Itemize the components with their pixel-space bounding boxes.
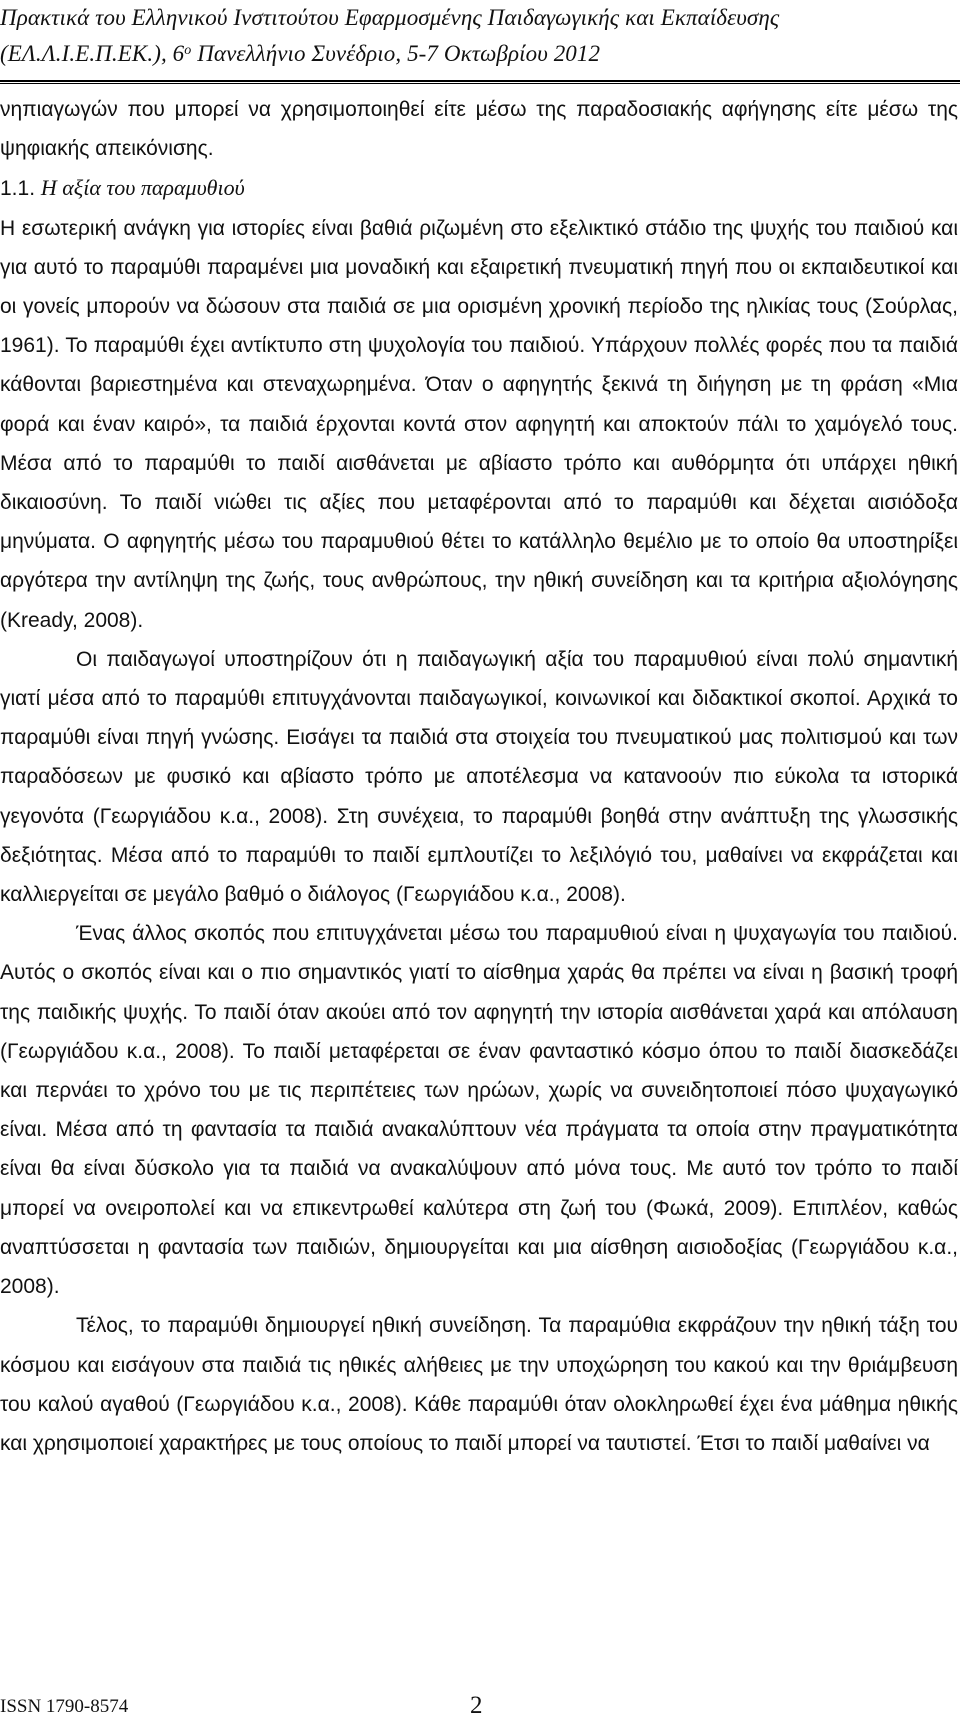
header-line-2-prefix: (ΕΛ.Λ.Ι.Ε.Π.ΕΚ.), 6 [0,41,185,66]
paragraph-2: Οι παιδαγωγοί υποστηρίζουν ότι η παιδαγωγική αξία του παραμυθιού είναι πολύ σημαντική γιατί μέσα από το παραμύθι επιτυγχάνονται παιδαγωγικοί, κοινωνικοί και διδακτικοί σκοποί. Αρχικά το παραμύθι είναι πηγή γνώσης. Εισάγει τα παιδιά στα στοιχεία του πνευματικού μας πολιτισμού και των παραδόσεων με φυσικό και αβίαστο τρόπο με αποτέλεσμα να κατανοούν πιο εύκολα τα ιστορικά γεγονότα (Γεωργιάδου κ.α., 2008). Στη συνέχεια, το παραμύθι βοηθά στην ανάπτυξη της γλωσσικής δεξιότητας. Μέσα από το παραμύθι το παιδί εμπλουτίζει το λεξιλόγιό του, μαθαίνει να εκφράζεται και καλλιεργείται σε μεγάλο βαθμό ο διάλογος (Γεωργιάδου κ.α., 2008). [0,647,958,907]
header-line-2-suffix: Πανελλήνιο Συνέδριο, 5-7 Οκτωβρίου 2012 [191,41,601,66]
page-number: 2 [470,1692,483,1719]
running-header [0,0,960,72]
section-heading [0,168,958,208]
paragraph-4: Τέλος, το παραμύθι δημιουργεί ηθική συνείδηση. Τα παραμύθια εκφράζουν την ηθική τάξη του κόσμου και εισάγουν στα παιδιά τις ηθικές αλήθειες με την υποχώρηση του κακού και την θριάμβευση του καλού αγαθού (Γεωργιάδου κ.α., 2008). Κάθε παραμύθι όταν ολοκληρωθεί έχει ένα μάθημα ηθικής και χρησιμοποιεί χαρακτήρες με τους οποίους το παιδί μπορεί να ταυτιστεί. Έτσι το παιδί μαθαίνει να [0,1314,958,1455]
header-divider [0,80,960,84]
body-text [0,90,958,1463]
header-line-2 [0,36,960,72]
section-number: 1.1. [0,177,36,201]
issn-label: ISSN 1790-8574 [0,1696,129,1717]
paragraph-3: Ένας άλλος σκοπός που επιτυγχάνεται μέσω του παραμυθιού είναι η ψυχαγωγία του παιδιού. Αυτός ο σκοπός είναι και ο πιο σημαντικός γιατί το αίσθημα χαράς θα πρέπει να είναι η βασική τροφή της παιδικής ψυχής. Το παιδί όταν ακούει από τον αφηγητή την ιστορία αισθάνεται χαρά και απόλαυση (Γεωργιάδου κ.α., 2008). Το παιδί μεταφέρεται σε έναν φανταστικό κόσμο όπου το παιδί διασκεδάζει και περνάει το χρόνο του με τις περιπέτειες των ηρώων, χωρίς να συνειδητοποιεί πόσο ψυχαγωγικό είναι. Μέσα από τη φαντασία τα παιδιά ανακαλύπτουν νέα πράγματα τα οποία στην πραγματικότητα είναι θα είναι δύσκολο για τα παιδιά να ανακαλύψουν από μόνα τους. Με αυτό τον τρόπο το παιδί μπορεί να ονειροπολεί και να επικεντρωθεί καλύτερα στη ζωή του (Φωκά, 2009). Επιπλέον, καθώς αναπτύσσεται η φαντασία των παιδιών, δημιουργείται και μια αίσθηση αισιοδοξίας (Γεωργιάδου κ.α., 2008). [0,922,958,1299]
section-title: Η αξία του παραμυθιού [40,175,245,201]
header-ordinal-superscript: ο [184,43,192,58]
intro-paragraph: νηπιαγωγών που μπορεί να χρησιμοποιηθεί είτε μέσω της παραδοσιακής αφήγησης είτε μέσω της ψηφιακής απεικόνισης. [0,98,958,161]
paragraph-1: Η εσωτερική ανάγκη για ιστορίες είναι βαθιά ριζωμένη στο εξελικτικό στάδιο της ψυχής του παιδιού και για αυτό το παραμύθι παραμένει μια μοναδική και εξαιρετική πνευματική πηγή που οι εκπαιδευτικοί και οι γονείς μπορούν να δώσουν στα παιδιά σε μια ορισμένη χρονική περίοδο της ηλικίας τους (Σούρλας, 1961). Το παραμύθι έχει αντίκτυπο στη ψυχολογία του παιδιού. Υπάρχουν πολλές φορές που τα παιδιά κάθονται βαριεστημένα και στεναχωρημένα. Όταν ο αφηγητής ξεκινά τη διήγηση με τη φράση «Μια φορά και έναν καιρό», τα παιδιά έρχονται κοντά στον αφηγητή και αποκτούν πάλι το χαμόγελό τους. Μέσα από το παραμύθι το παιδί αισθάνεται με αβίαστο τρόπο και αυθόρμητα ότι υπάρχει ηθική δικαιοσύνη. Το παιδί νιώθει τις αξίες που μεταφέρονται από το παραμύθι και δέχεται αισιόδοξα μηνύματα. Ο αφηγητής μέσω του παραμυθιού θέτει το κατάλληλο θεμέλιο με το οποίο θα υποστηρίξει αργότερα την αντίληψη της ζωής, τους ανθρώπους, την ηθική συνείδηση και τα κριτήρια αξιολόγησης (Kready, 2008). [0,216,958,632]
header-line-1: Πρακτικά του Ελληνικού Ινστιτούτου Εφαρμοσμένης Παιδαγωγικής και Εκπαίδευσης [0,5,780,30]
